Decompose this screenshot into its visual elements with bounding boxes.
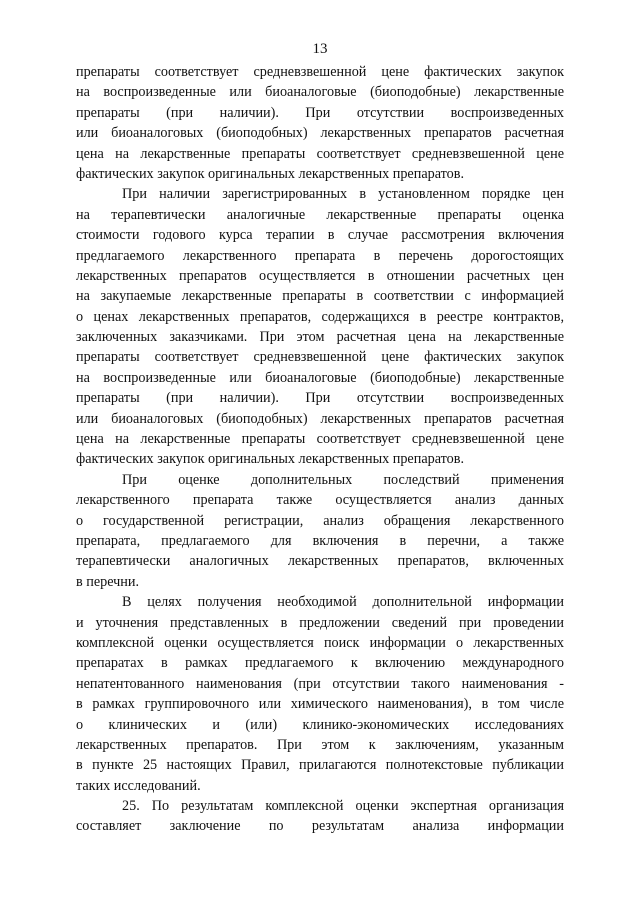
paragraph: [76, 592, 564, 796]
text-line: препаратах в рамках предлагаемого к включению международного: [76, 655, 564, 672]
text-line: фактических закупок оригинальных лекарственных препаратов.: [76, 451, 464, 468]
text-line: или биоаналоговых (биоподобных) лекарственных препаратов расчетная: [76, 125, 564, 142]
text-line: лекарственного препарата также осуществляется анализ данных: [76, 492, 564, 509]
paragraph: [76, 184, 564, 469]
text-line: препараты (при наличии). При отсутствии воспроизведенных: [76, 104, 564, 121]
text-line: В целях получения необходимой дополнительной информации: [122, 594, 564, 611]
document-body: [76, 62, 564, 837]
text-line: фактических закупок оригинальных лекарственных препаратов.: [76, 165, 464, 182]
text-line: и уточнения представленных в предложении сведений при проведении: [76, 614, 564, 631]
text-line: При оценке дополнительных последствий применения: [122, 471, 564, 488]
text-line: 25. По результатам комплексной оценки экспертная организация: [122, 798, 564, 815]
text-line: цена на лекарственные препараты соответствует средневзвешенной цене: [76, 431, 564, 448]
text-line: препараты соответствует средневзвешенной цене фактических закупок: [76, 64, 564, 80]
text-line: на воспроизведенные или биоаналоговые (биоподобные) лекарственные: [76, 84, 564, 101]
text-line: или биоаналоговых (биоподобных) лекарственных препаратов расчетная: [76, 410, 564, 427]
text-line: непатентованного наименования (при отсутствии такого наименования -: [76, 675, 564, 692]
page-number: 13: [312, 41, 328, 57]
text-line: в рамках группировочного или химического наименования), в том числе: [76, 696, 564, 713]
text-line: При наличии зарегистрированных в установленном порядке цен: [122, 186, 564, 203]
paragraph: [76, 470, 564, 592]
text-line: таких исследований.: [76, 777, 201, 794]
text-line: о государственной регистрации, анализ обращения лекарственного: [76, 512, 564, 529]
text-line: цена на лекарственные препараты соответствует средневзвешенной цене: [76, 145, 564, 162]
paragraph: [76, 62, 564, 184]
text-line: о клинических и (или) клинико-экономических исследованиях: [76, 716, 564, 733]
text-line: предлагаемого лекарственного препарата в перечень дорогостоящих: [76, 247, 564, 264]
text-line: препараты соответствует средневзвешенной цене фактических закупок: [76, 349, 564, 366]
text-line: препарата, предлагаемого для включения в перечни, а также: [76, 532, 564, 549]
text-line: на закупаемые лекарственные препараты в соответствии с информацией: [76, 288, 564, 305]
text-line: в перечни.: [76, 573, 140, 590]
text-line: на воспроизведенные или биоаналоговые (биоподобные) лекарственные: [76, 369, 564, 386]
text-line: лекарственных препаратов. При этом к заключениям, указанным: [76, 736, 564, 753]
paragraph: [76, 796, 564, 837]
text-line: о ценах лекарственных препаратов, содержащихся в реестре контрактов,: [76, 308, 564, 325]
text-line: в пункте 25 настоящих Правил, прилагаются полнотекстовые публикации: [76, 757, 564, 774]
text-line: составляет заключение по результатам анализа информации: [76, 818, 564, 835]
text-line: заключенных заказчиками. При этом расчетная цена на лекарственные: [76, 329, 564, 346]
text-line: терапевтически аналогичных лекарственных препаратов, включенных: [76, 553, 564, 570]
text-line: препараты (при наличии). При отсутствии воспроизведенных: [76, 390, 564, 407]
text-line: на терапевтически аналогичные лекарственные препараты оценка: [76, 206, 564, 223]
text-line: стоимости годового курса терапии в случае рассмотрения включения: [76, 227, 564, 244]
text-line: лекарственных препаратов осуществляется в отношении расчетных цен: [76, 267, 564, 284]
text-line: комплексной оценки осуществляется поиск информации о лекарственных: [76, 634, 564, 651]
